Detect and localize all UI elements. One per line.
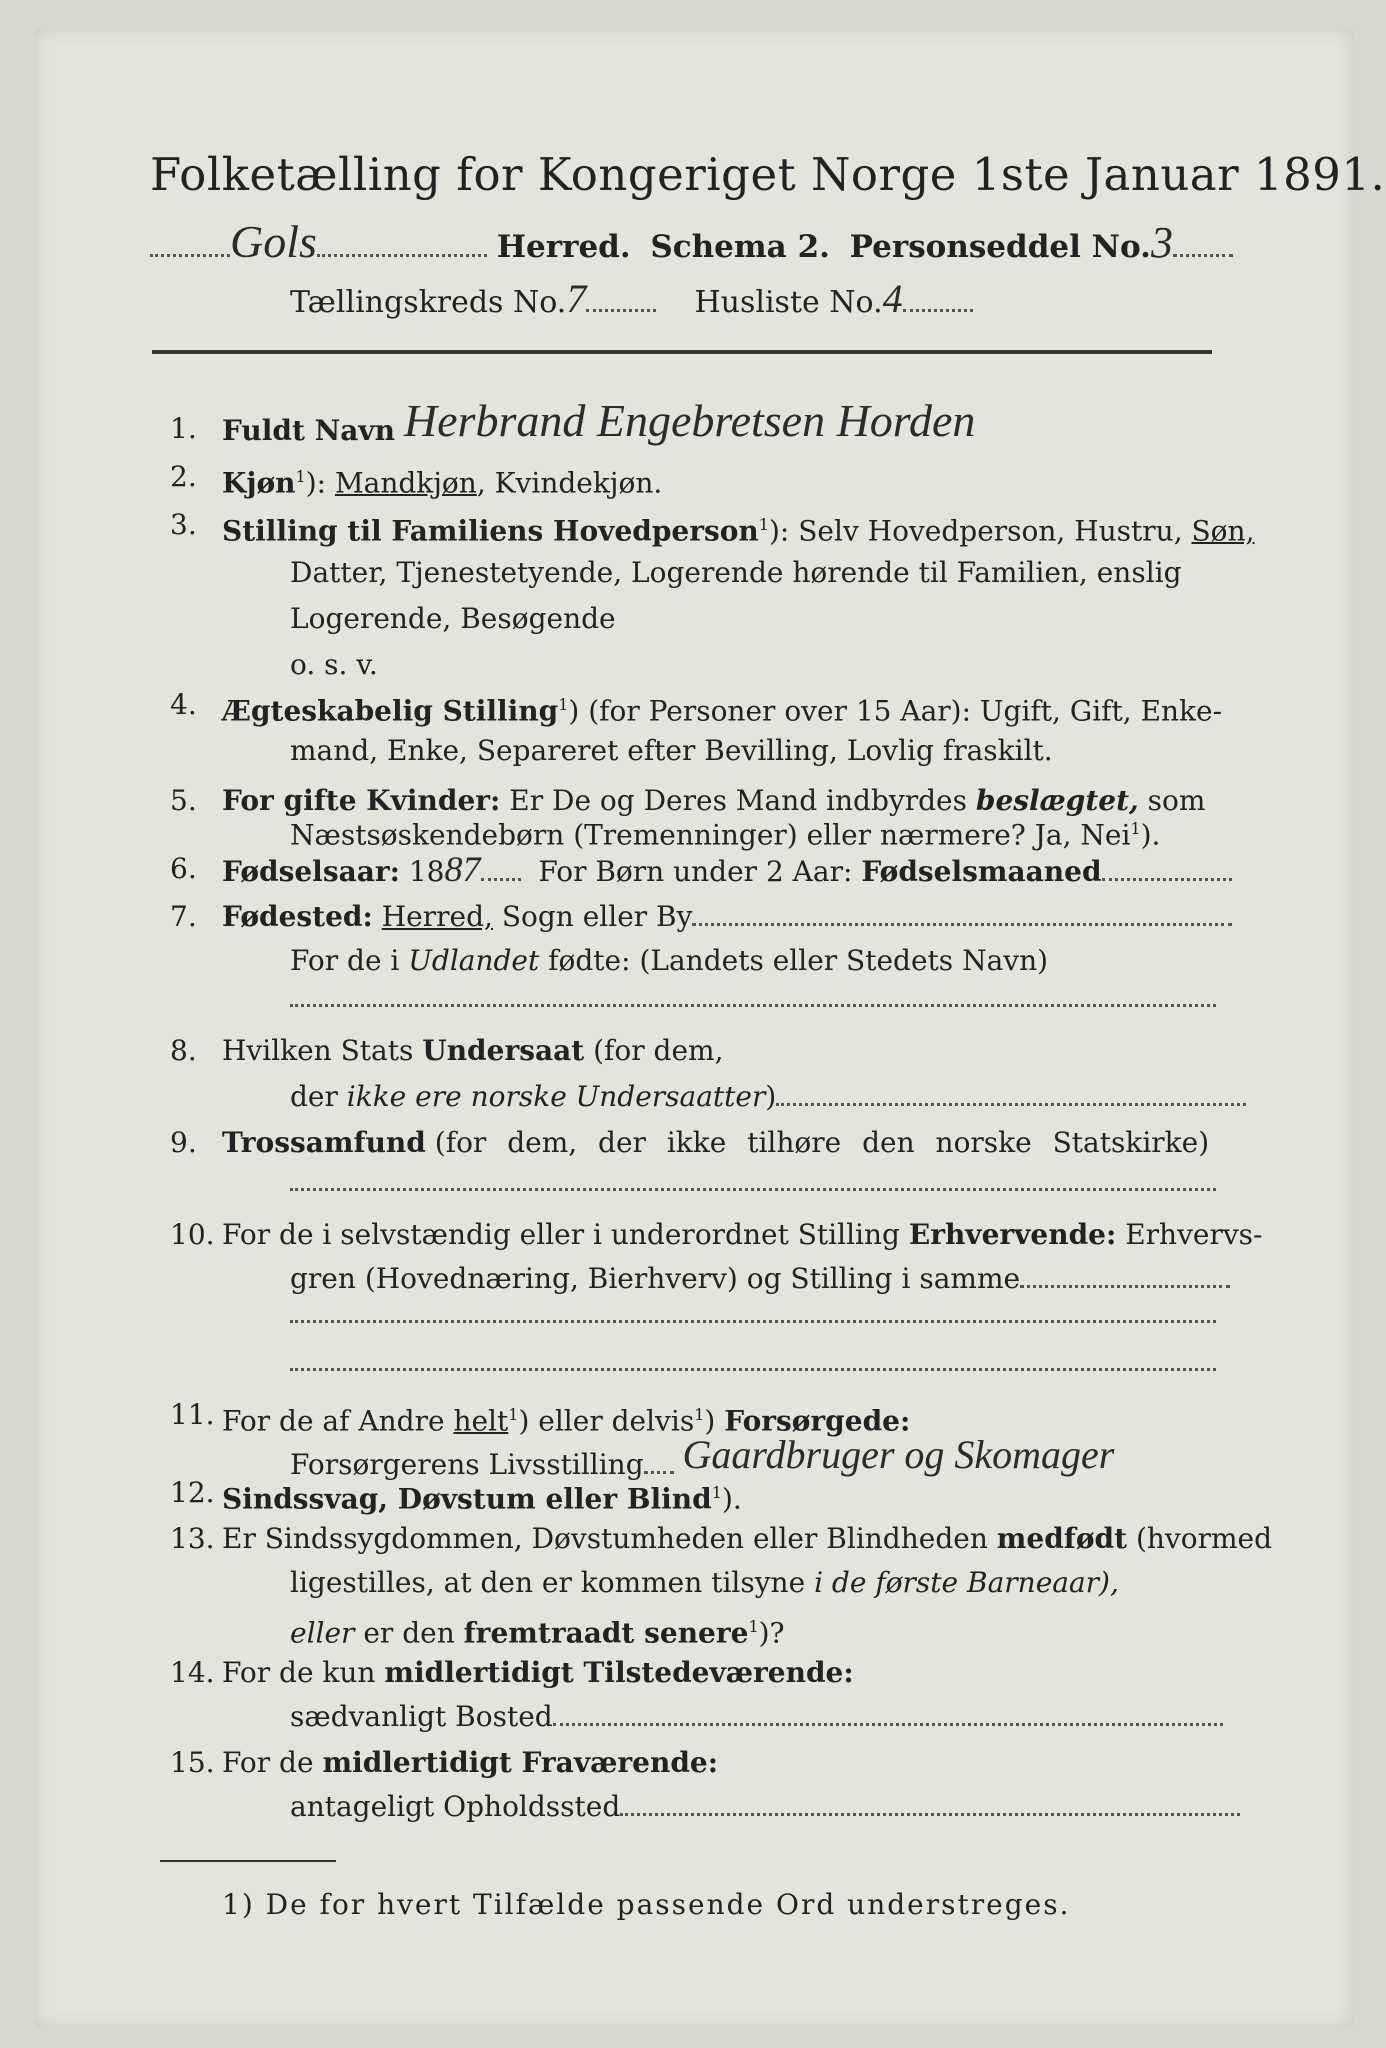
q5-text2: som bbox=[1147, 784, 1206, 817]
q13-line3-a: er den bbox=[363, 1616, 455, 1650]
q14-number: 14. bbox=[170, 1656, 215, 1689]
q2-number: 2. bbox=[170, 460, 197, 493]
q3-line3: Logerende, Besøgende bbox=[290, 602, 616, 635]
q14-row bbox=[222, 1656, 854, 1690]
q12-label: Sindssvag, Døvstum eller Blind bbox=[222, 1482, 712, 1516]
q10-blank-line-2 bbox=[290, 1368, 1216, 1371]
q4-row: Ægteskabelig Stilling$^1$) (for Personer over 15 Aar): Ugift, Gift, Enke- bbox=[222, 694, 1223, 728]
q15-row bbox=[222, 1746, 718, 1780]
q7-text: Sogn eller By bbox=[501, 900, 693, 933]
kreds-label: Tællingskreds No. bbox=[290, 285, 567, 320]
q1-row bbox=[222, 395, 976, 448]
q6-row bbox=[222, 849, 1232, 889]
q13-text2: (hvormed bbox=[1135, 1522, 1272, 1555]
q8-number: 8. bbox=[170, 1034, 197, 1067]
q10-text2: Erhvervs- bbox=[1125, 1218, 1263, 1251]
q1-label: Fuldt Navn bbox=[222, 414, 396, 447]
q11-number: 11. bbox=[170, 1398, 215, 1431]
q14-label: midlertidigt Tilstedeværende: bbox=[384, 1656, 854, 1689]
q11-text2: eller delvis bbox=[538, 1404, 695, 1438]
personseddel-label: Personseddel No. bbox=[849, 229, 1151, 265]
q2-opt-male: Mandkjøn bbox=[334, 466, 477, 500]
q14-text: For de kun bbox=[222, 1656, 376, 1689]
schema-label: Schema 2. bbox=[650, 229, 830, 265]
q1-number: 1. bbox=[170, 412, 197, 445]
q10-text: For de i selvstændig eller i underordnet Stilling bbox=[222, 1218, 900, 1251]
q7-blank-line bbox=[290, 1004, 1216, 1007]
q10-line2-wrap bbox=[290, 1262, 1230, 1296]
q5-text: Er De og Deres Mand indbyrdes bbox=[509, 784, 967, 817]
herred-value: Gols bbox=[230, 216, 317, 267]
q3-text: Selv Hovedperson, Hustru, bbox=[798, 514, 1183, 548]
q10-blank-line-1 bbox=[290, 1320, 1216, 1323]
q9-number: 9. bbox=[170, 1126, 197, 1159]
q13-line3-bold: fremtraadt senere bbox=[463, 1616, 749, 1650]
q8-line2-italic: ikke ere norske Undersaatter bbox=[346, 1080, 766, 1113]
q9-text: (for dem, der ikke tilhøre den norske Statskirke) bbox=[434, 1126, 1210, 1159]
q13-line3-italic: eller bbox=[290, 1616, 355, 1650]
q13-line2 bbox=[290, 1566, 1119, 1600]
q11-row: For de af Andre helt$^1$) eller delvis$^1$) Forsørgede: bbox=[222, 1404, 911, 1438]
q2-opt-female: Kvindekjøn. bbox=[494, 466, 663, 500]
q5-line2: Næstsøskendebørn (Tremenninger) eller nærmere? Ja, Nei bbox=[290, 818, 1131, 852]
q13-line2-a: ligestilles, at den er kommen tilsyne bbox=[290, 1566, 806, 1599]
herred-label: Herred. bbox=[496, 229, 631, 265]
q9-row bbox=[222, 1126, 1209, 1160]
q3-son: Søn, bbox=[1191, 514, 1255, 548]
q15-label: midlertidigt Fraværende: bbox=[322, 1746, 719, 1779]
q3-line2: Datter, Tjenestetyende, Logerende hørende til Familien, enslig bbox=[290, 556, 1182, 589]
q4-label: Ægteskabelig Stilling bbox=[222, 694, 559, 728]
q15-line2: antageligt Opholdssted bbox=[290, 1790, 621, 1823]
q12-row: Sindssvag, Døvstum eller Blind$^1$). bbox=[222, 1482, 742, 1516]
q10-line2: gren (Hovednæring, Bierhverv) og Stilling i samme bbox=[290, 1262, 1021, 1295]
q14-line2-wrap bbox=[290, 1700, 1223, 1734]
q3-row: Stilling til Familiens Hovedperson$^1$): Selv Hovedperson, Hustru, Søn, bbox=[222, 514, 1255, 548]
q15-number: 15. bbox=[170, 1746, 215, 1779]
q7-label: Fødested: bbox=[222, 900, 373, 933]
husliste-value: 4 bbox=[882, 276, 903, 321]
header-divider bbox=[152, 350, 1212, 354]
q3-label: Stilling til Familiens Hovedperson bbox=[222, 514, 759, 548]
q4-line2: mand, Enke, Separeret efter Bevilling, Lovlig fraskilt. bbox=[290, 734, 1053, 767]
footnote-mark: 1) bbox=[222, 1888, 255, 1921]
q9-label: Trossamfund bbox=[222, 1126, 426, 1159]
q11-label: Forsørgede: bbox=[724, 1404, 911, 1438]
q7-row bbox=[222, 900, 1232, 934]
q13-label: medfødt bbox=[996, 1522, 1128, 1555]
personseddel-value: 3 bbox=[1150, 218, 1173, 267]
q8-line2-a: der bbox=[290, 1080, 338, 1113]
q11-helt: helt bbox=[453, 1404, 509, 1438]
q7-line2-italic: Udlandet bbox=[408, 944, 540, 977]
q4-number: 4. bbox=[170, 688, 197, 721]
q14-line2: sædvanligt Bosted bbox=[290, 1700, 553, 1733]
q13-row bbox=[222, 1522, 1272, 1556]
q8-text2: (for dem, bbox=[593, 1034, 724, 1067]
q5-number: 5. bbox=[170, 784, 197, 817]
q13-text: Er Sindssygdommen, Døvstumheden eller Blindheden bbox=[222, 1522, 988, 1555]
kreds-value: 7 bbox=[566, 276, 587, 321]
q8-line2: der ikke ere norske Undersaatter) bbox=[290, 1080, 1246, 1114]
q11-line2: Forsørgerens Livsstilling bbox=[290, 1448, 644, 1481]
q5-label: For gifte Kvinder: bbox=[222, 784, 501, 817]
form-title: Folketælling for Kongeriget Norge 1ste Januar 1891. bbox=[150, 148, 1386, 201]
q2-row: Kjøn$^1$): Mandkjøn, Kvindekjøn. bbox=[222, 466, 663, 500]
q7-line2 bbox=[290, 944, 1048, 978]
q10-row bbox=[222, 1218, 1263, 1252]
q2-label: Kjøn bbox=[222, 466, 296, 500]
q7-opt-herred: Herred, bbox=[381, 900, 493, 933]
q13-line3: eller er den fremtraadt senere$^1$)? bbox=[290, 1616, 785, 1650]
q6-label: Fødselsaar: bbox=[222, 855, 400, 888]
q13-number: 13. bbox=[170, 1522, 215, 1555]
q6-prefix: 18 bbox=[408, 855, 445, 888]
q3-line4: o. s. v. bbox=[290, 648, 378, 681]
q8-row bbox=[222, 1034, 723, 1068]
q10-number: 10. bbox=[170, 1218, 215, 1251]
q11-text: For de af Andre bbox=[222, 1404, 445, 1438]
q5-italic: beslægtet, bbox=[975, 784, 1139, 817]
q1-value: Herbrand Engebretsen Horden bbox=[403, 395, 976, 446]
q7-number: 7. bbox=[170, 900, 197, 933]
header-line-herred bbox=[150, 216, 1233, 267]
q4-text: (for Personer over 15 Aar): Ugift, Gift, Enke- bbox=[588, 694, 1223, 728]
q9-blank-line bbox=[290, 1188, 1216, 1191]
q2-footnote-mark: 1 bbox=[295, 467, 306, 486]
footnote-rule bbox=[160, 1860, 336, 1862]
q5-line2-wrap: Næstsøskendebørn (Tremenninger) eller nærmere? Ja, Nei$^1$). bbox=[290, 818, 1161, 852]
q10-label: Erhvervende: bbox=[908, 1218, 1117, 1251]
q3-number: 3. bbox=[170, 508, 197, 541]
header-line-kreds bbox=[290, 276, 973, 321]
q8-label: Undersaat bbox=[422, 1034, 585, 1067]
q6-label2: Fødselsmaaned bbox=[861, 855, 1102, 888]
q7-line2-b: fødte: (Landets eller Stedets Navn) bbox=[548, 944, 1049, 977]
footnote-text: De for hvert Tilfælde passende Ord understreges. bbox=[265, 1888, 1071, 1921]
q6-value: 87 bbox=[444, 849, 481, 889]
q8-text: Hvilken Stats bbox=[222, 1034, 414, 1067]
q6-number: 6. bbox=[170, 852, 197, 885]
q11-value: Gaardbruger og Skomager bbox=[682, 1432, 1115, 1477]
q15-text: For de bbox=[222, 1746, 314, 1779]
footnote bbox=[222, 1888, 1070, 1922]
husliste-label: Husliste No. bbox=[694, 285, 883, 320]
q12-number: 12. bbox=[170, 1476, 215, 1509]
q7-line2-a: For de i bbox=[290, 944, 400, 977]
q6-text2: For Børn under 2 Aar: bbox=[538, 855, 853, 888]
q13-line2-italic: i de første Barneaar), bbox=[814, 1566, 1119, 1599]
q15-line2-wrap bbox=[290, 1790, 1240, 1824]
